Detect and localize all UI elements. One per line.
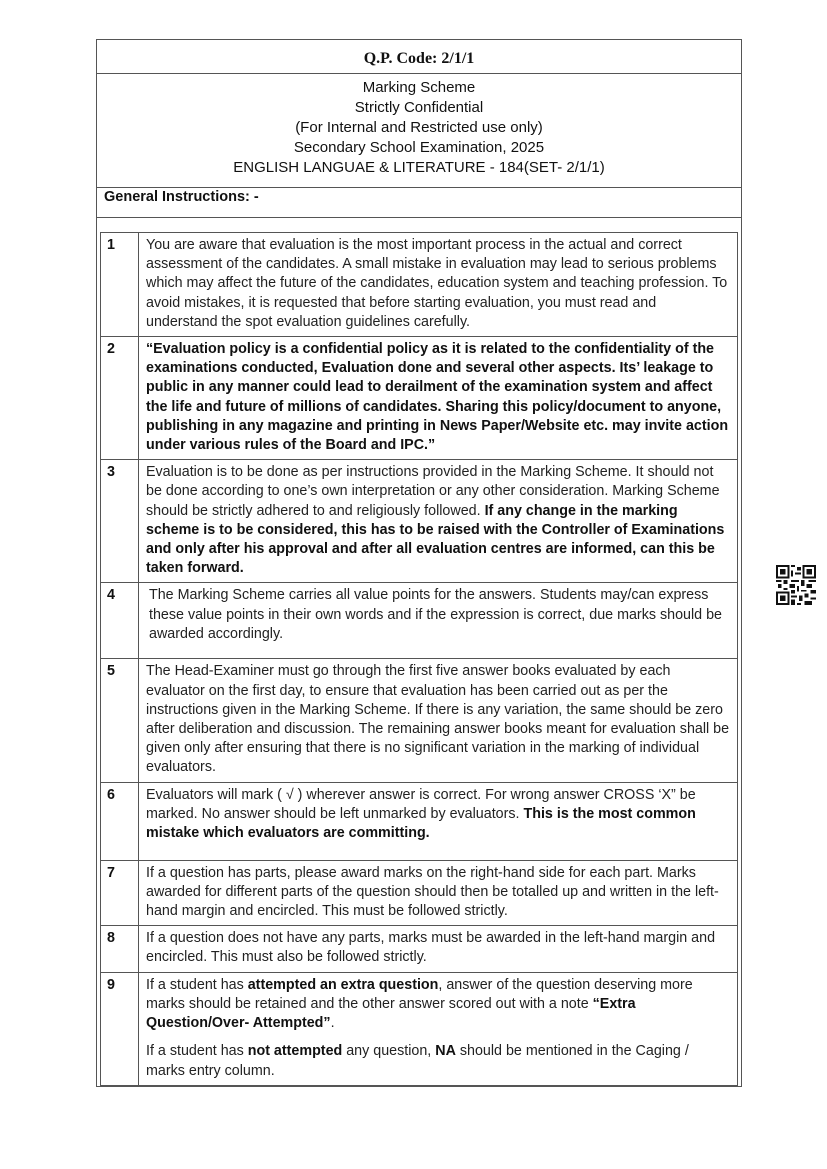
table-row <box>101 337 738 460</box>
item-text: If a question has parts, please award marks on the right-hand side for each part. Marks awarded for different parts of the question should then be totalled up and written in the left-hand margin and encircled. This must be followed strictly. <box>139 860 738 926</box>
title-line: Strictly Confidential <box>354 99 484 116</box>
item-number: 3 <box>101 460 139 583</box>
qr-code-icon <box>776 565 816 605</box>
title-line: ENGLISH LANGUAE & LITERATURE - 184(SET- 2/1/1) <box>233 159 605 176</box>
qp-code: Q.P. Code: 2/1/1 <box>97 40 741 74</box>
table-row <box>101 926 738 972</box>
item-text: The Head-Examiner must go through the first five answer books evaluated by each evaluator on the first day, to ensure that evaluation has been carried out as per the instructions given in the Marking Scheme. If there is any variation, the same should be zero after deliberation and discussion. The remaining answer books meant for evaluation shall be given only after ensuring that there is no significant variation in the marking of individual evaluators. <box>139 659 738 782</box>
item-number: 2 <box>101 337 139 460</box>
item-number: 4 <box>101 583 139 659</box>
item-text: “Evaluation policy is a confidential policy as it is related to the confidentiality of the examinations conducted, Evaluation done and several other aspects. Its’ leakage to public in any manner could lead to derailment of the examination system and affect the life and future of millions of candidates. Sharing this policy/document to anyone, publishing in any magazine and printing in News Paper/Website etc. may invite action under various rules of the Board and IPC.” <box>139 337 738 460</box>
item-text: You are aware that evaluation is the most important process in the actual and correct assessment of the candidates. A small mistake in evaluation may lead to serious problems which may affect the future of the candidates, education system and teaching profession. To avoid mistakes, it is requested that before starting evaluation, you must read and understand the spot evaluation guidelines carefully. <box>139 233 738 337</box>
item-text: The Marking Scheme carries all value points for the answers. Students may/can express these value points in their own words and if the expression is correct, due marks should be awarded accordingly. <box>139 583 738 659</box>
table-row <box>101 860 738 926</box>
table-row <box>101 460 738 583</box>
instructions-table <box>100 232 738 1086</box>
table-row <box>101 659 738 782</box>
item-number: 1 <box>101 233 139 337</box>
item-number: 9 <box>101 972 139 1085</box>
table-row <box>101 782 738 860</box>
item-text: Evaluation is to be done as per instructions provided in the Marking Scheme. It should not be done according to one’s own interpretation or any other consideration. Marking Scheme should be strictly adhered to and religiously followed. If any change in the marking scheme is to be considered, this has to be raised with the Controller of Examinations and only after his approval and after all evaluation centres are informed, can this be taken forward. <box>139 460 738 583</box>
item-number: 5 <box>101 659 139 782</box>
general-instructions-heading: General Instructions: - <box>97 188 741 218</box>
spacer <box>97 218 741 232</box>
item-subparagraph: If a student has not attempted any question, NA should be mentioned in the Caging / marks entry column. <box>146 1043 689 1079</box>
item-number: 6 <box>101 782 139 860</box>
title-line: Secondary School Examination, 2025 <box>293 139 545 156</box>
item-text: If a student has attempted an extra question, answer of the question deserving more marks should be retained and the other answer scored out with a note “Extra Question/Over- Attempted”. If a student has not attempted any question, NA should be mentioned in the Caging / marks entry column. <box>139 972 738 1085</box>
document-title-block <box>97 74 741 188</box>
table-row <box>101 972 738 1085</box>
title-line: Marking Scheme <box>362 79 476 96</box>
title-line: (For Internal and Restricted use only) <box>295 119 543 136</box>
item-text: If a question does not have any parts, marks must be awarded in the left-hand margin and encircled. This must also be followed strictly. <box>139 926 738 972</box>
marking-scheme-frame <box>96 39 742 1087</box>
item-number: 8 <box>101 926 139 972</box>
item-text: Evaluators will mark ( √ ) wherever answer is correct. For wrong answer CROSS ‘X” be marked. No answer should be left unmarked by evaluators. This is the most common mistake which evaluators are committing. <box>139 782 738 860</box>
item-number: 7 <box>101 860 139 926</box>
table-row <box>101 583 738 659</box>
table-row <box>101 233 738 337</box>
